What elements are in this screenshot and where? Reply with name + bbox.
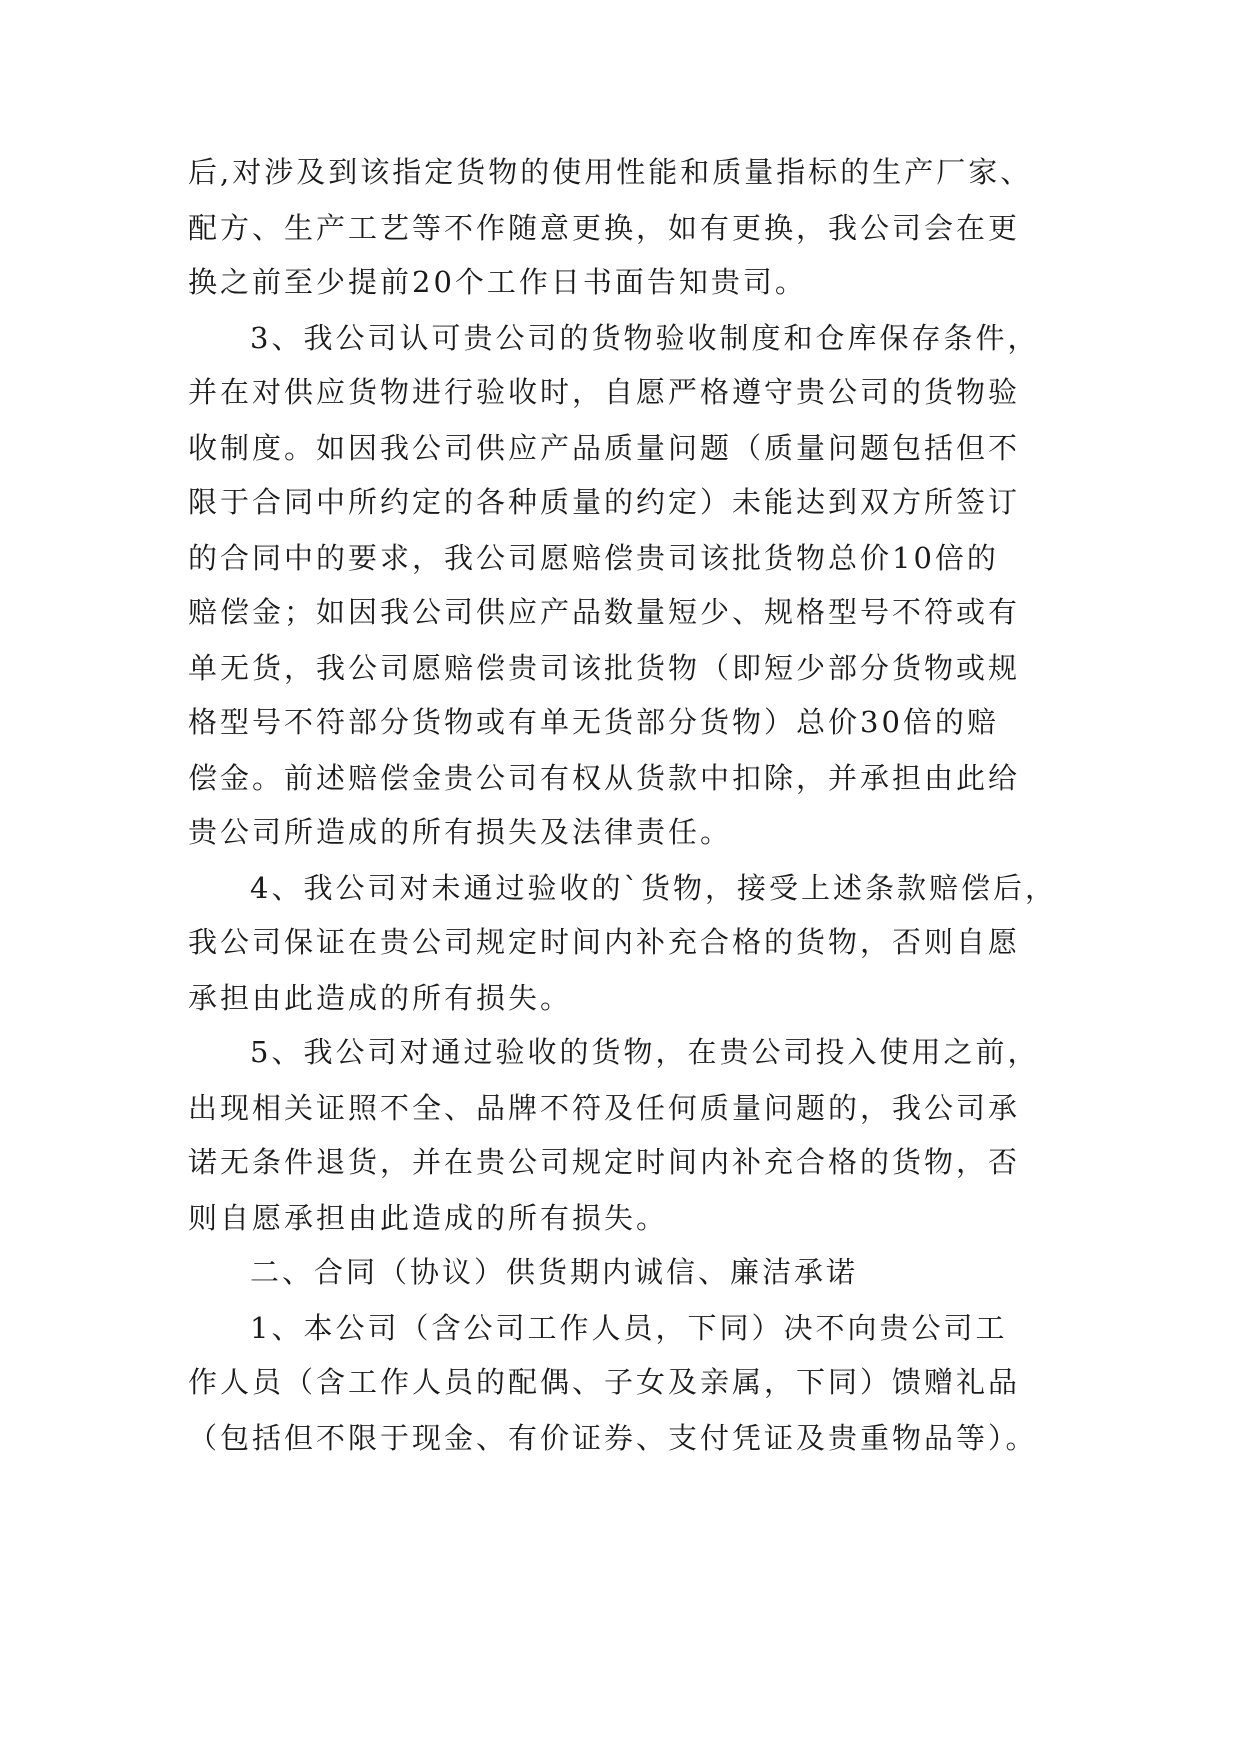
text-line: 单无货，我公司愿赔偿贵司该批货物（即短少部分货物或规 bbox=[188, 651, 1021, 685]
paragraph-3-start: 3、我公司认可贵公司的货物验收制度和仓库保存条件， bbox=[250, 321, 1040, 355]
text-line: 的合同中的要求，我公司愿赔偿贵司该批货物总价10倍的 bbox=[188, 541, 999, 575]
text-line: 配方、生产工艺等不作随意更换，如有更换，我公司会在更 bbox=[188, 211, 1021, 245]
text-line: 换之前至少提前20个工作日书面告知贵司。 bbox=[188, 265, 807, 299]
paragraph-1-start: 1、本公司（含公司工作人员，下同）决不向贵公司工 bbox=[250, 1311, 1008, 1345]
text-line: 后,对涉及到该指定货物的使用性能和质量指标的生产厂家、 bbox=[188, 155, 1033, 189]
text-line: 赔偿金；如因我公司供应产品数量短少、规格型号不符或有 bbox=[188, 595, 1021, 629]
text-line: （包括但不限于现金、有价证券、支付凭证及贵重物品等）。 bbox=[188, 1421, 1038, 1455]
text-line: 出现相关证照不全、品牌不符及任何质量问题的，我公司承 bbox=[188, 1091, 1021, 1125]
text-line: 承担由此造成的所有损失。 bbox=[188, 981, 573, 1015]
paragraph-5-start: 5、我公司对通过验收的货物，在贵公司投入使用之前， bbox=[250, 1035, 1040, 1069]
text-line: 并在对供应货物进行验收时，自愿严格遵守贵公司的货物验 bbox=[188, 375, 1021, 409]
text-line: 收制度。如因我公司供应产品质量问题（质量问题包括但不 bbox=[188, 431, 1021, 465]
paragraph-4-start: 4、我公司对未通过验收的`货物，接受上述条款赔偿后， bbox=[250, 871, 1057, 905]
text-line: 诺无条件退货，并在贵公司规定时间内补充合格的货物，否 bbox=[188, 1145, 1021, 1179]
text-line: 贵公司所造成的所有损失及法律责任。 bbox=[188, 815, 733, 849]
text-line: 偿金。前述赔偿金贵公司有权从货款中扣除，并承担由此给 bbox=[188, 761, 1021, 795]
text-line: 我公司保证在贵公司规定时间内补充合格的货物，否则自愿 bbox=[188, 925, 1021, 959]
text-line: 则自愿承担由此造成的所有损失。 bbox=[188, 1201, 669, 1235]
text-line: 作人员（含工作人员的配偶、子女及亲属，下同）馈赠礼品 bbox=[188, 1365, 1021, 1399]
text-line: 格型号不符部分货物或有单无货部分货物）总价30倍的赔 bbox=[188, 705, 999, 739]
text-line: 限于合同中所约定的各种质量的约定）未能达到双方所签订 bbox=[188, 485, 1021, 519]
section-heading: 二、合同（协议）供货期内诚信、廉洁承诺 bbox=[250, 1255, 859, 1289]
